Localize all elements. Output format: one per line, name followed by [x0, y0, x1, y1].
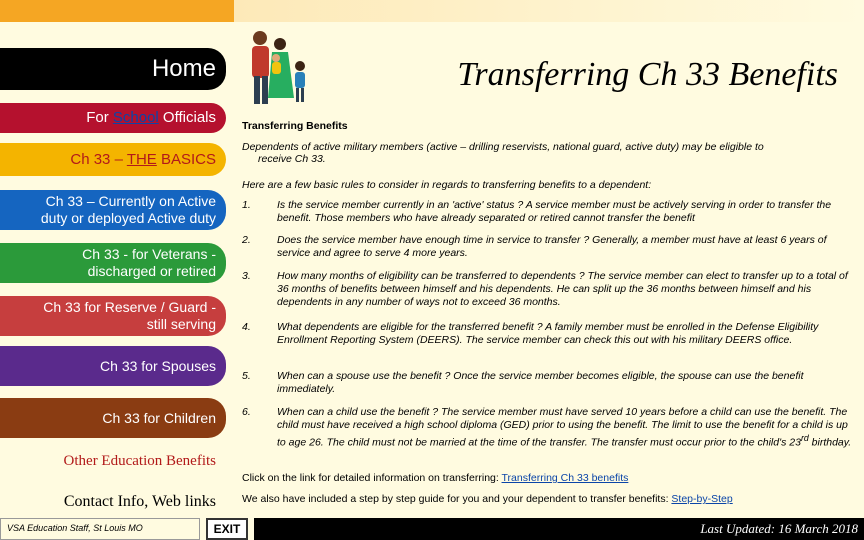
rule-text: What dependents are eligible for the transferred benefit ? A family member must be enrolled in the Defense Eligibility Enrollment Reporting System (DEERS). The service member can check this out with his military DEERS office.	[277, 321, 819, 346]
guide-link-label: We also have included a step by step guide for you and your dependent to transfer benefits:	[242, 493, 672, 505]
nav-reserve-line1: Ch 33 for Reserve / Guard -	[43, 299, 216, 315]
nav-basics-post: BASICS	[156, 151, 216, 168]
nav-school-officials[interactable]	[0, 103, 226, 133]
rule-text: How many months of eligibility can be transferred to dependents ? The service member can elect to transfer up to a total of 36 months of benefits between himself and his dependents. He can split up the 36 months between himself and his dependents in any number of ways not to exceed 36 months.	[277, 270, 848, 308]
footer-updated	[254, 518, 864, 540]
top-bar-accent	[0, 0, 234, 22]
nav-school-pre: For	[86, 109, 113, 126]
rule-text-sup: rd	[800, 433, 809, 443]
top-bar-shade	[234, 0, 864, 22]
nav-home[interactable]	[0, 48, 226, 90]
exit-button[interactable]: EXIT	[206, 518, 248, 540]
rule-text: Is the service member currently in an 'active' status ? A service member must be actively serving in order to transfer the benefit. Those members who have already separated or retired cannot transfer the benefit	[277, 199, 832, 224]
top-bar	[0, 0, 864, 22]
rule-number: 2.	[242, 234, 251, 246]
nav-reserve-guard[interactable]	[0, 296, 226, 336]
footer-staff	[0, 518, 200, 540]
rule-number: 3.	[242, 270, 251, 282]
nav-children[interactable]	[0, 398, 226, 438]
step-by-step-link[interactable]: Step-by-Step	[671, 493, 733, 505]
nav-current-line2: duty or deployed Active duty	[40, 210, 216, 226]
family-illustration	[242, 26, 314, 108]
rule-text-part: birthday.	[808, 436, 852, 449]
transfer-benefits-link[interactable]: Transferring Ch 33 benefits	[501, 472, 629, 484]
rule-number: 4.	[242, 321, 251, 333]
nav-contact-label: Contact Info, Web links	[63, 493, 216, 510]
rule-text: Does the service member have enough time in service to transfer ? Generally, a member must have at least 6 years of service and agree to serve 4 more years.	[277, 234, 827, 259]
nav-spouses-label: Ch 33 for Spouses	[100, 358, 216, 374]
rule-number: 5.	[242, 370, 251, 382]
rule-text-part: When can a child use the benefit ? The service member must have served 10 years before a child can use the benefit. The child must have received a high school diploma (GED) prior to using the benefit. The limit to use the benefit for a child is up to age 26. The child must not be married at the time of the transfer. The transfer must occur prior to the child's 23	[277, 406, 848, 449]
nav-veterans[interactable]	[0, 243, 226, 283]
rule-number: 6.	[242, 406, 251, 418]
nav-school-post: Officials	[158, 109, 216, 126]
nav-school-link[interactable]: School	[112, 109, 159, 126]
nav-veterans-line2: discharged or retired	[87, 263, 216, 279]
transfer-link-label: Click on the link for detailed information on transferring:	[242, 472, 502, 484]
nav-other-education[interactable]	[0, 445, 226, 477]
nav-the-basics[interactable]	[0, 143, 226, 176]
nav-basics-pre: Ch 33 –	[70, 151, 127, 168]
intro-line2: receive Ch 33.	[258, 153, 326, 165]
last-updated-text: Last Updated: 16 March 2018	[700, 521, 858, 536]
nav-spouses[interactable]	[0, 346, 226, 386]
footer-staff-text: VSA Education Staff, St Louis MO	[7, 523, 143, 533]
section-heading: Transferring Benefits	[242, 120, 348, 132]
guide-link-line	[242, 493, 856, 505]
intro-paragraph	[242, 141, 852, 165]
nav-home-label: Home	[151, 55, 216, 82]
rule-text: When can a spouse use the benefit ? Once the service member becomes eligible, the spouse can use the benefit immediately.	[277, 370, 804, 395]
rules-intro: Here are a few basic rules to consider in regards to transferring benefits to a dependent:	[242, 179, 652, 191]
nav-reserve-line2: still serving	[146, 316, 216, 332]
rule-number: 1.	[242, 199, 251, 211]
page-title: Transferring Ch 33 Benefits	[457, 56, 838, 93]
nav-children-label: Ch 33 for Children	[102, 410, 216, 426]
intro-line1: Dependents of active military members (active – drilling reservists, national guard, active duty) may be eligible to	[242, 141, 764, 153]
nav-basics-link[interactable]: THE	[126, 151, 157, 168]
transfer-link-line	[242, 472, 856, 484]
nav-currently-active[interactable]	[0, 190, 226, 230]
nav-veterans-line1: Ch 33 - for Veterans -	[82, 246, 216, 262]
nav-contact-info[interactable]	[0, 486, 226, 518]
rule-text	[277, 406, 855, 450]
nav-current-line1: Ch 33 – Currently on Active	[45, 193, 216, 209]
nav-other-label: Other Education Benefits	[63, 453, 216, 469]
